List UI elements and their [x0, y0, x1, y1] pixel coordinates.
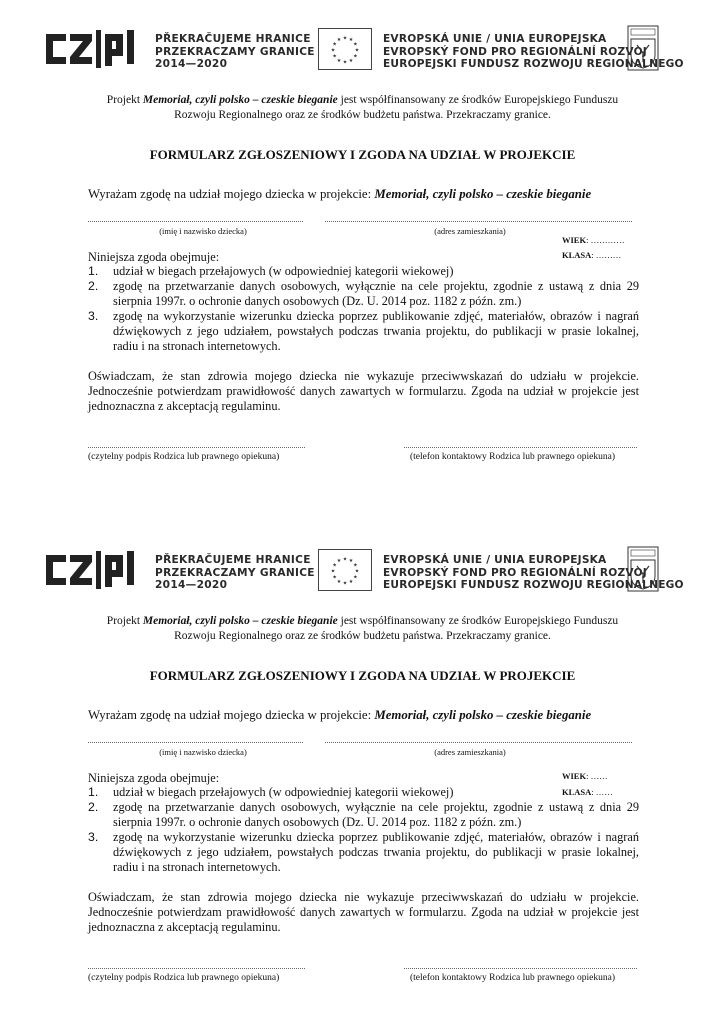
list-item: [88, 279, 639, 309]
consent-project-name: Memoriał, czyli polsko – czeskie bieganie: [374, 708, 592, 722]
eu-star-icon: ★: [348, 558, 354, 565]
item-text: zgodę na przetwarzanie danych osobowych, wyłącznie na cele projektu, zgodnie z ustawą z dnia 29 sierpnia 1997r. o ochronie danych osobowych (Dz. U. 2014 poz. 1182 z późn. zm.): [113, 279, 639, 308]
covers-label: Niniejsza zgoda obejmuje:: [88, 771, 220, 785]
form-copy-2: [0, 521, 725, 1033]
eu-line-1: EVROPSKÁ UNIE / UNIA EUROPEJSKA: [383, 33, 607, 45]
class-field[interactable]: [562, 250, 621, 260]
covers-label: Niniejsza zgoda obejmuje:: [88, 250, 220, 264]
intro-paragraph: [80, 93, 645, 123]
consent-line: [88, 187, 591, 202]
eu-star-icon: ★: [342, 580, 348, 587]
health-statement: Oświadczam, że stan zdrowia mojego dziecka nie wykazuje przeciwwskazań do udziału w projekcie. Jednocześnie potwierdzam prawidłowość danych zawartych w formularzu. Zgoda na udział w projekcie jest jednoznaczna z akceptacją regulaminu.: [88, 890, 639, 934]
consent-items: [88, 264, 639, 354]
eu-line-3: EUROPEJSKI FUNDUSZ ROZWOJU REGIONALNEGO: [383, 58, 684, 70]
intro-line-2: Rozwoju Regionalnego oraz ze środków budżetu państwa. Przekraczamy granice.: [174, 109, 551, 121]
item-number: 1.: [88, 264, 99, 278]
czpl-line-2: PRZEKRACZAMY GRANICE: [155, 566, 315, 579]
item-number: 2.: [88, 800, 99, 814]
parent-signature-field[interactable]: [88, 968, 305, 969]
phone-caption: (telefon kontaktowy Rodzica lub prawnego opiekuna): [410, 452, 615, 462]
consent-text: Wyrażam zgodę na udział mojego dziecka w projekcie:: [88, 708, 372, 722]
czpl-logo: [42, 551, 150, 589]
parent-signature-field[interactable]: [88, 447, 305, 448]
class-value: : ……: [591, 787, 613, 797]
address-field[interactable]: [325, 221, 632, 222]
item-text: zgodę na wykorzystanie wizerunku dziecka poprzez publikowanie zdjęć, materiałów, obrazów i nagrań dźwiękowych z jego udziałem, powstałych podczas trwania projektu, do publikacji w prasie lokalnej, radiu i na stronach internetowych.: [113, 309, 639, 353]
czpl-logo: [42, 30, 150, 68]
eu-star-icon: ★: [336, 57, 342, 64]
child-name-caption: (imię i nazwisko dziecka): [159, 747, 247, 757]
eu-star-icon: ★: [332, 41, 337, 48]
child-name-caption: (imię i nazwisko dziecka): [159, 226, 247, 236]
czpl-line-2: PRZEKRACZAMY GRANICE: [155, 45, 315, 58]
list-item: [88, 785, 639, 800]
eu-star-icon: ★: [353, 41, 358, 48]
eu-star-icon: ★: [342, 35, 348, 42]
address-caption: (adres zamieszkania): [434, 747, 506, 757]
eu-star-icon: ★: [353, 574, 358, 581]
form-copy-1: [0, 0, 725, 512]
czpl-line-1: PŘEKRAČUJEME HRANICE: [155, 33, 311, 45]
eu-star-icon: ★: [348, 37, 354, 44]
item-text: zgodę na przetwarzanie danych osobowych, wyłącznie na cele projektu, zgodnie z ustawą z dnia 29 sierpnia 1997r. o ochronie danych osobowych (Dz. U. 2014 poz. 1182 z późn. zm.): [113, 800, 639, 829]
czpl-line-3: 2014—2020: [155, 58, 228, 70]
item-number: 2.: [88, 279, 99, 293]
address-field[interactable]: [325, 742, 632, 743]
phone-field[interactable]: [404, 447, 637, 448]
child-name-field[interactable]: [88, 742, 303, 743]
eu-line-3: EUROPEJSKI FUNDUSZ ROZWOJU REGIONALNEGO: [383, 579, 684, 591]
item-number: 1.: [88, 785, 99, 799]
class-label: KLASA: [562, 787, 592, 797]
eu-star-icon: ★: [348, 57, 354, 64]
intro-line-2: Rozwoju Regionalnego oraz ze środków budżetu państwa. Przekraczamy granice.: [174, 630, 551, 642]
class-value: : ………: [591, 250, 622, 260]
eu-star-icon: ★: [342, 59, 348, 66]
intro-prefix: Projekt: [106, 94, 141, 106]
intro-suffix: jest współfinansowany ze środków Europejskiego Funduszu: [340, 615, 619, 627]
list-item: [88, 800, 639, 830]
eu-star-icon: ★: [354, 568, 360, 575]
header: [0, 0, 725, 80]
eu-star-icon: ★: [342, 556, 348, 563]
health-statement: Oświadczam, że stan zdrowia mojego dziecka nie wykazuje przeciwwskazań do udziału w projekcie. Jednocześnie potwierdzam prawidłowość danych zawartych w formularzu. Zgoda na udział w projekcie jest jednoznaczna z akceptacją regulaminu.: [88, 369, 639, 413]
item-number: 3.: [88, 830, 99, 844]
eu-line-2: EVROPSKÝ FOND PRO REGIONÁLNÍ ROZVOJ: [383, 566, 647, 579]
region-crest-icon: [627, 546, 659, 592]
parent-signature-caption: (czytelny podpis Rodzica lub prawnego opiekuna): [88, 973, 280, 983]
header: [0, 521, 725, 601]
age-label: WIEK: [562, 771, 587, 781]
consent-project-name: Memoriał, czyli polsko – czeskie bieganie: [374, 187, 592, 201]
eu-star-icon: ★: [336, 578, 342, 585]
list-item: [88, 264, 639, 279]
czpl-line-3: 2014—2020: [155, 579, 228, 591]
item-text: zgodę na wykorzystanie wizerunku dziecka poprzez publikowanie zdjęć, materiałów, obrazów i nagrań dźwiękowych z jego udziałem, powstałych podczas trwania projektu, do publikacji w prasie lokalnej, radiu i na stronach internetowych.: [113, 830, 639, 874]
form-title: FORMULARZ ZGŁOSZENIOWY I ZGODA NA UDZIAŁ W PROJEKCIE: [149, 147, 576, 162]
eu-star-icon: ★: [354, 47, 360, 54]
age-value: : ……: [586, 771, 608, 781]
consent-line: [88, 708, 591, 723]
age-field[interactable]: [562, 235, 625, 245]
eu-star-icon: ★: [336, 558, 342, 565]
eu-star-icon: ★: [332, 562, 337, 569]
region-crest-icon: [627, 25, 659, 71]
intro-paragraph: [80, 614, 645, 644]
czpl-line-1: PŘEKRAČUJEME HRANICE: [155, 554, 311, 566]
eu-star-icon: ★: [353, 562, 358, 569]
intro-suffix: jest współfinansowany ze środków Europejskiego Funduszu: [340, 94, 619, 106]
czpl-logo-text: [155, 554, 315, 592]
list-item: [88, 309, 639, 354]
eu-star-icon: ★: [332, 574, 337, 581]
eu-star-icon: ★: [332, 53, 337, 60]
age-label: WIEK: [562, 235, 587, 245]
address-caption: (adres zamieszkania): [434, 226, 506, 236]
child-name-field[interactable]: [88, 221, 303, 222]
intro-project-name: Memoriał, czyli polsko – czeskie bieganie: [142, 94, 338, 106]
list-item: [88, 830, 639, 875]
eu-star-icon: ★: [330, 47, 336, 54]
eu-flag-icon: [318, 28, 372, 70]
eu-line-2: EVROPSKÝ FOND PRO REGIONÁLNÍ ROZVOJ: [383, 45, 647, 58]
eu-star-icon: ★: [336, 37, 342, 44]
consent-text: Wyrażam zgodę na udział mojego dziecka w projekcie:: [88, 187, 372, 201]
item-text: udział w biegach przełajowych (w odpowiedniej kategorii wiekowej): [113, 264, 454, 278]
czpl-logo-text: [155, 33, 315, 71]
eu-star-icon: ★: [348, 578, 354, 585]
phone-field[interactable]: [404, 968, 637, 969]
item-text: udział w biegach przełajowych (w odpowiedniej kategorii wiekowej): [113, 785, 454, 799]
item-number: 3.: [88, 309, 99, 323]
consent-items: [88, 785, 639, 875]
eu-flag-icon: [318, 549, 372, 591]
intro-project-name: Memoriał, czyli polsko – czeskie bieganie: [142, 615, 338, 627]
age-value: : …………: [586, 235, 625, 245]
eu-line-1: EVROPSKÁ UNIE / UNIA EUROPEJSKA: [383, 554, 607, 566]
eu-star-icon: ★: [353, 53, 358, 60]
age-field[interactable]: [562, 771, 608, 781]
phone-caption: (telefon kontaktowy Rodzica lub prawnego opiekuna): [410, 973, 615, 983]
eu-star-icon: ★: [330, 568, 336, 575]
parent-signature-caption: (czytelny podpis Rodzica lub prawnego opiekuna): [88, 452, 280, 462]
form-title: FORMULARZ ZGŁOSZENIOWY I ZGODA NA UDZIAŁ W PROJEKCIE: [149, 668, 576, 683]
class-label: KLASA: [562, 250, 592, 260]
intro-prefix: Projekt: [106, 615, 141, 627]
